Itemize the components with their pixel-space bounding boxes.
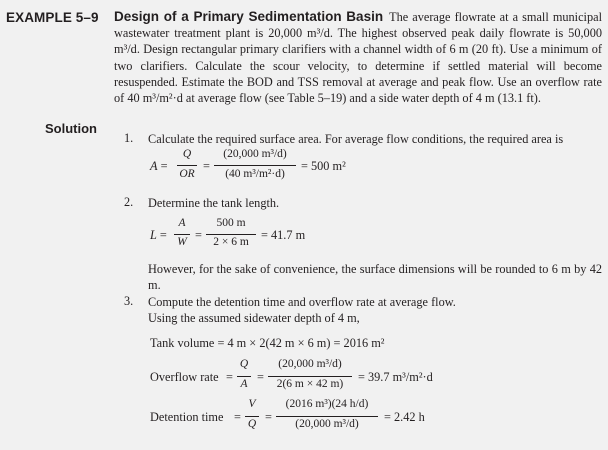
step-1-frac-bar (177, 165, 197, 166)
overflow-frac-bar-2 (268, 376, 352, 377)
example-label: EXAMPLE 5–9 (6, 10, 99, 25)
step-1-text: Calculate the required surface area. For average flow conditions, the required area is (148, 132, 564, 146)
step-1-frac-bar-2 (214, 165, 296, 166)
step-1-eq-den: OR (179, 168, 195, 180)
problem-text: The average flowrate at a small municipal wastewater treatment plant is 20,000 m³/d. The highest observed peak daily flowrate is 50,000 m³/d. Design rectangular primary clarifiers with a channel width of 6 m (20 ft). Use a minimum of two clarifiers. Calculate the scour velocity, to determine if settled material will become resuspended. Estimate the BOD and TSS removal at average and peak flow. Use an overflow rate of 40 m³/m²·d at average flow (see Table 5–19) and a side water depth of 4 m (13.1 ft). (114, 10, 602, 106)
problem-statement (114, 9, 602, 106)
overflow-rate-den: A (240, 378, 248, 390)
detention-time-num2: (2016 m³)(24 h/d) (285, 398, 369, 410)
step-1-eq-lhs: A = (150, 159, 168, 173)
step-2-eq-result: = 41.7 m (261, 228, 306, 242)
step-3-number: 3. (124, 294, 134, 308)
overflow-frac-bar (237, 376, 251, 377)
step-1-number: 1. (124, 131, 134, 145)
step-3-text-2: Using the assumed sidewater depth of 4 m, (148, 311, 360, 325)
step-1-eq-sign: = (203, 159, 210, 173)
step-1-eq-num2: (20,000 m³/d) (223, 148, 287, 160)
step-1-eq-result: = 500 m² (301, 159, 346, 173)
detention-time-result: = 2.42 h (384, 410, 425, 424)
overflow-rate-num: Q (239, 358, 249, 370)
overflow-rate-den2: 2(6 m × 42 m) (276, 378, 344, 390)
detention-time-den2: (20,000 m³/d) (295, 418, 359, 430)
step-2-eq-num: A (178, 217, 186, 229)
detention-time-lhs: Detention time (150, 410, 224, 424)
detention-time-den: Q (247, 418, 257, 430)
overflow-rate-result: = 39.7 m³/m²·d (358, 370, 433, 384)
step-2-text: Determine the tank length. (148, 196, 280, 210)
step-2-eq-num2: 500 m (216, 217, 246, 229)
detention-frac-bar-2 (276, 416, 378, 417)
step-3-text: Compute the detention time and overflow rate at average flow. (148, 295, 456, 309)
step-2-eq-den2: 2 × 6 m (213, 236, 249, 248)
detention-time-eq2: = (265, 410, 272, 424)
solution-label: Solution (45, 121, 97, 136)
detention-time-num: V (248, 398, 256, 410)
overflow-rate-eq2: = (257, 370, 264, 384)
step-1-eq-den2: (40 m³/m²·d) (225, 168, 285, 180)
detention-frac-bar (245, 416, 259, 417)
overflow-rate-eq1: = (226, 370, 233, 384)
step-2-eq-den: W (177, 236, 187, 248)
step-2-note: However, for the sake of convenience, the surface dimensions will be rounded to 6 m by 42 m. (148, 262, 602, 292)
step-2-frac-bar (174, 234, 190, 235)
step-1-eq-num: Q (182, 148, 192, 160)
step-2-frac-bar-2 (206, 234, 256, 235)
step-2-eq-sign: = (195, 228, 202, 242)
step-2-number: 2. (124, 195, 134, 209)
step-2-eq-lhs: L = (150, 228, 167, 242)
overflow-rate-num2: (20,000 m³/d) (278, 358, 342, 370)
detention-time-eq1: = (234, 410, 241, 424)
overflow-rate-lhs: Overflow rate (150, 370, 219, 384)
tank-volume-eq: Tank volume = 4 m × 2(42 m × 6 m) = 2016 m² (150, 336, 385, 350)
example-title: Design of a Primary Sedimentation Basin (114, 9, 384, 24)
